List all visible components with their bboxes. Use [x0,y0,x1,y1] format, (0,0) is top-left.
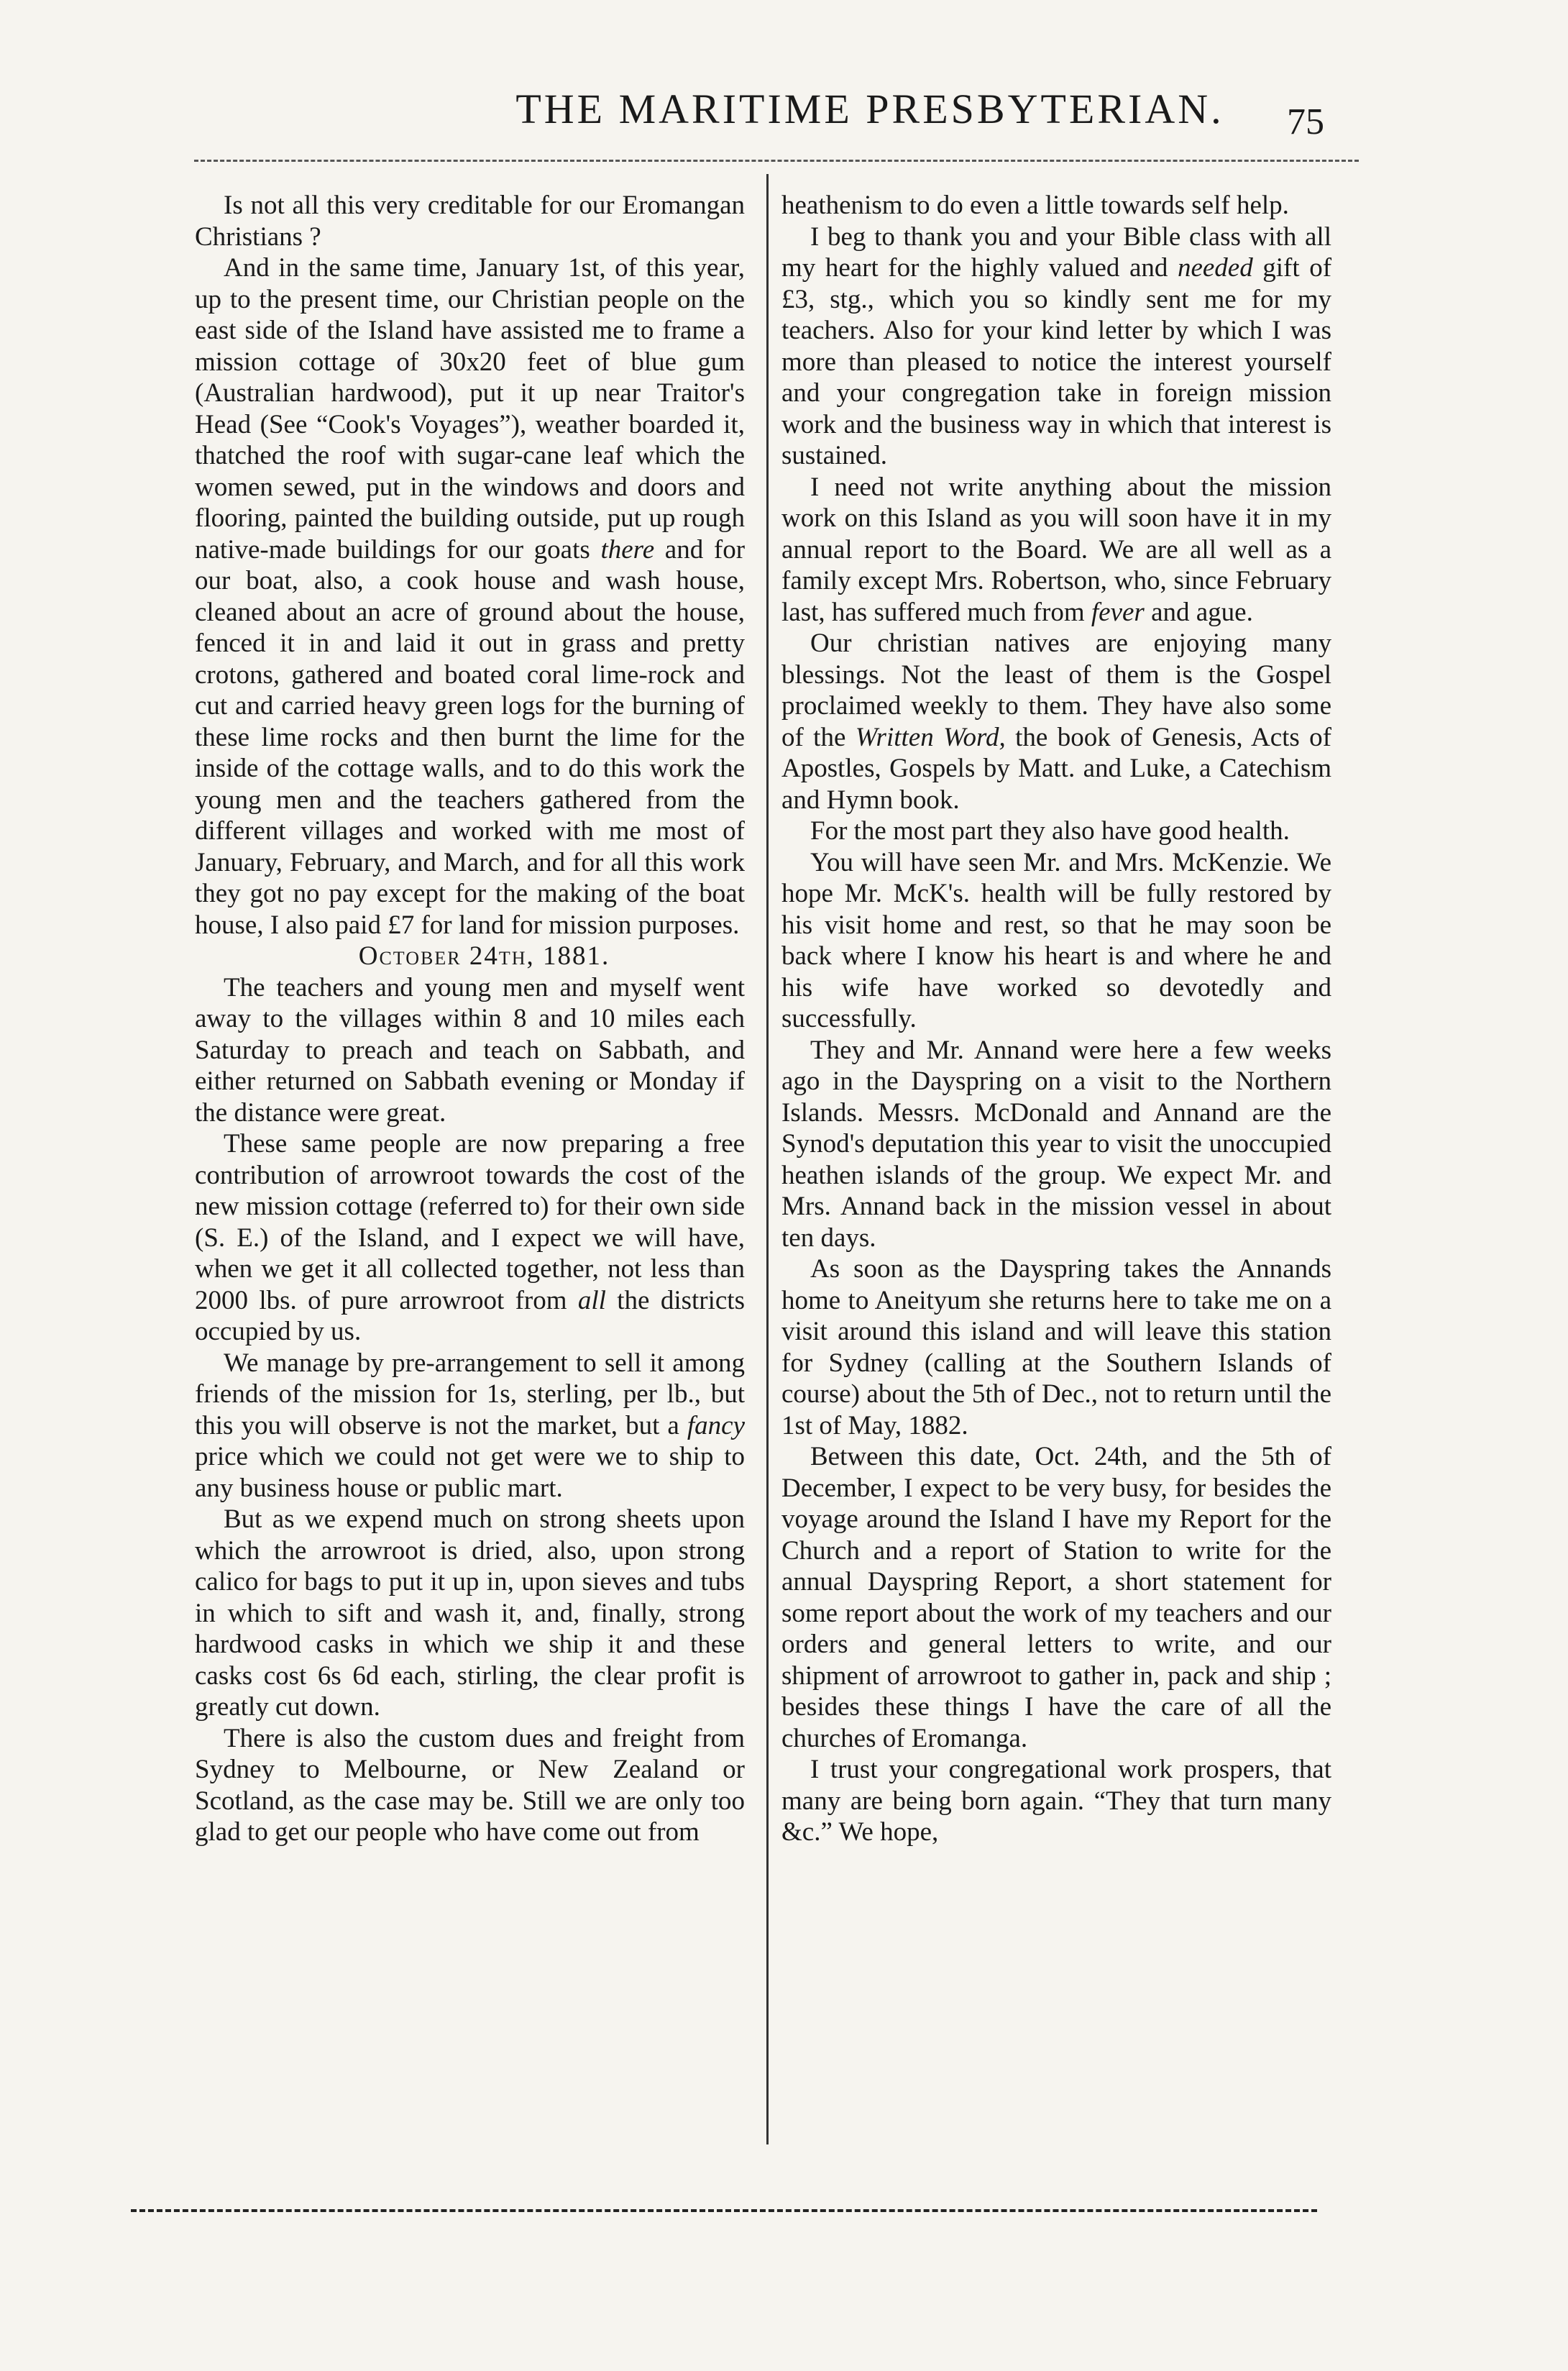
paragraph: But as we expend much on strong sheets upon which the arrowroot is dried, also, upon strong calico for bags to put it up in, upon sieves and tubs in which to sift and wash it, and, finally, strong hardwood casks in which we ship it and these casks cost 6s 6d each, stirling, the clear profit is greatly cut down. [195,1504,745,1722]
paragraph: And in the same time, January 1st, of this year, up to the present time, our Christian people on the east side of the Island have assisted me to frame a mission cottage of 30x20 feet of blue gum (Australian hardwood), put it up near Traitor's Head (See “Cook's Voyages”), weather boarded it, thatched the roof with sugar-cane leaf which the women sewed, put in the windows and doors and flooring, painted the building outside, put up rough native-made buildings for our goats there and for our boat, also, a cook house and wash house, cleaned about an acre of ground about the house, fenced it in and laid it out in grass and pretty crotons, gathered and boated coral lime-rock and cut and carried heavy green logs for the burning of these lime rocks and then burnt the lime for the inside of the cottage walls, and to do this work the young men and the teachers gathered from the different villages and worked with me most of January, February, and March, and for all this work they got no pay except for the making of the boat house, I also paid £7 for land for mission purposes. [195,253,746,940]
paragraph: You will have seen Mr. and Mrs. McKenzie. We hope Mr. McK's. health will be fully restored by his visit home and rest, so that he may soon be back where I know his heart is and where he and his wife have worked so devotedly and successfully. [781,847,1331,1033]
right-column [781,190,1331,1848]
paragraph: For the most part they also have good health. [810,816,1290,846]
dateline: October 24th, 1881. [358,941,610,971]
left-column [195,190,745,1848]
paragraph: As soon as the Dayspring takes the Annands home to Aneityum she returns here to take me on a visit around this island and will leave this station for Sydney (calling at the Southern Islands of course) about the 5th of Dec., not to return until the 1st of May, 1882. [781,1254,1331,1440]
paragraph: Between this date, Oct. 24th, and the 5th of December, I expect to be very busy, for besides the voyage around the Island I have my Report for the Church and a report of Station to write for the annual Dayspring Report, a short statement for some report about the work of my teachers and our orders and general letters to write, and our shipment of arrowroot to gather in, pack and ship ; besides these things I have the care of all the churches of Eromanga. [781,1442,1331,1753]
paragraph: They and Mr. Annand were here a few weeks ago in the Dayspring on a visit to the Northern Islands. Messrs. McDonald and Annand are the Synod's deputation this year to visit the unoccupied heathen islands of the group. We expect Mr. and Mrs. Annand back in the mission vessel in about ten days. [781,1035,1331,1253]
paragraph: I trust your congregational work prospers, that many are being born again. “They that turn many &c.” We hope, [781,1755,1331,1847]
paragraph: The teachers and young men and myself went away to the villages within 8 and 10 miles each Saturday to preach and teach on Sabbath, and either returned on Sabbath evening or Monday if the distance were great. [195,972,745,1128]
paragraph: heathenism to do even a little towards self help. [781,191,1289,220]
header-rule [194,160,1359,162]
page-number: 75 [1287,101,1324,142]
paragraph: I beg to thank you and your Bible class with all my heart for the highly valued and needed gift of £3, stg., which you so kindly sent me for my teachers. Also for your kind letter by which I was more than pleased to notice the interest yourself and your congregation take in foreign mission work and the business way in which that interest is sustained. [781,221,1332,470]
paragraph: Our christian natives are enjoying many blessings. Not the least of them is the Gospel proclaimed weekly to them. They have also some of the Written Word, the book of Genesis, Acts of Apostles, Gospels by Matt. and Luke, a Catechism and Hymn book. [781,629,1331,815]
column-divider [766,174,769,2144]
paragraph: These same people are now preparing a free contribution of arrowroot towards the cost of the new mission cottage (referred to) for their own side (S. E.) of the Island, and I expect we will have, when we get it all collected together, not less than 2000 lbs. of pure arrowroot from all the districts occupied by us. [195,1129,745,1346]
paragraph: I need not write anything about the mission work on this Island as you will soon have it in my annual report to the Board. We are all well as a family except Mrs. Robertson, who, since February last, has suffered much from fever and ague. [781,472,1331,627]
paragraph: There is also the custom dues and freight from Sydney to Melbourne, or New Zealand or Scotland, as the case may be. Still we are only too glad to get our people who have come out from [195,1723,745,1847]
paragraph: Is not all this very creditable for our Eromangan Christians ? [195,191,745,252]
running-header: THE MARITIME PRESBYTERIAN. [515,86,1224,132]
paragraph: We manage by pre-arrangement to sell it among friends of the mission for 1s, sterling, per lb., but this you will observe is not the market, but a fancy price which we could not get were we to ship to any business house or public mart. [195,1348,746,1503]
footer-rule [131,2209,1317,2212]
